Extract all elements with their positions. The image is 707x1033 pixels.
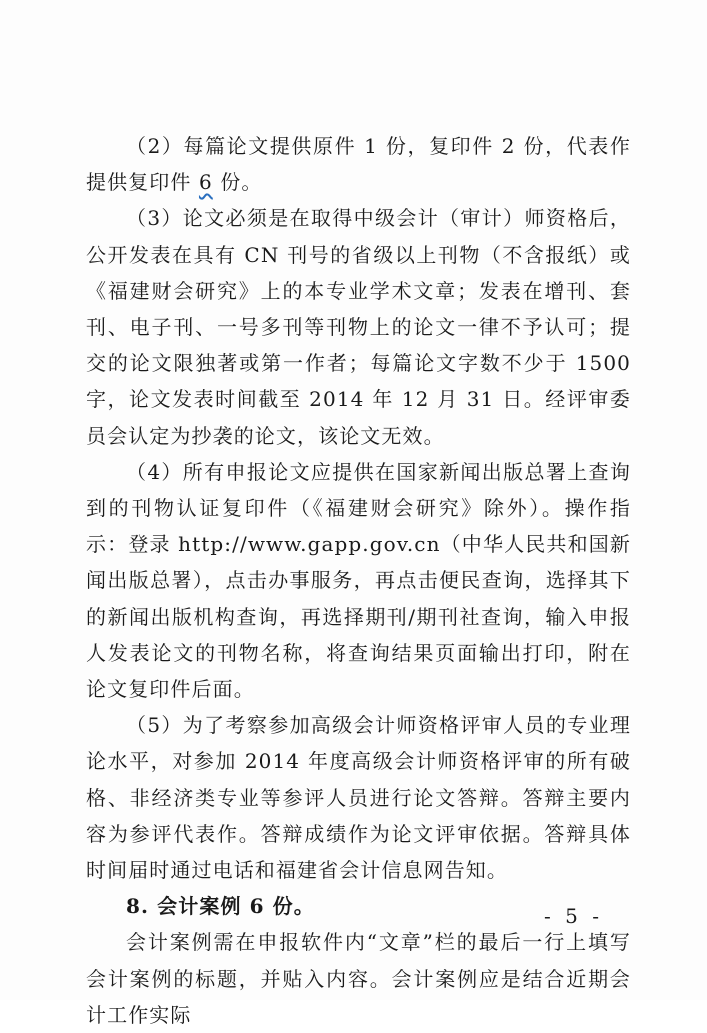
section-heading-8: 8. 会计案例 6 份。 bbox=[126, 894, 315, 919]
document-body bbox=[86, 128, 631, 1033]
paragraph-2-end: 份。 bbox=[212, 170, 263, 195]
paragraph-2-text: （2）每篇论文提供原件 1 份，复印件 2 份，代表作提供复印件 bbox=[86, 134, 631, 195]
page-number: - 5 - bbox=[544, 904, 603, 928]
paragraph-5: （5）为了考察参加高级会计师资格评审人员的专业理论水平，对参加 2014 年度高级会计师资格评审的所有破格、非经济类专业等参评人员进行论文答辩。答辩主要内容为参评代表作。答辩成绩作为论文评审依据。答辩具体时间届时通过电话和福建省会计信息网告知。 bbox=[86, 713, 631, 883]
paragraph-4: （4）所有申报论文应提供在国家新闻出版总署上查询到的刊物认证复印件（《福建财会研究》除外）。操作指示：登录 http://www.gapp.gov.cn（中华人民共和国新闻出版总署），点击办事服务，再点击便民查询，选择其下的新闻出版机构查询，再选择期刊/期刊社查询，输入申报人发表论文的刊物名称，将查询结果页面输出打印，附在论文复印件后面。 bbox=[86, 459, 631, 702]
paragraph-2 bbox=[86, 128, 631, 200]
paragraph-2-marked-number: 6 bbox=[198, 170, 213, 195]
paragraph-8: 会计案例需在申报软件内“文章”栏的最后一行上填写会计案例的标题，并贴入内容。会计案例应是结合近期会计工作实际 bbox=[86, 930, 631, 1027]
paragraph-3: （3）论文必须是在取得中级会计（审计）师资格后，公开发表在具有 CN 刊号的省级以上刊物（不含报纸）或《福建财会研究》上的本专业学术文章；发表在增刊、套刊、电子刊、一号多刊等刊物上的论文一律不予认可；提交的论文限独著或第一作者；每篇论文字数不少于 1500 字，论文发表时间截至 2014 年 12 月 31 日。经评审委员会认定为抄袭的论文，该论文无效。 bbox=[86, 206, 631, 448]
